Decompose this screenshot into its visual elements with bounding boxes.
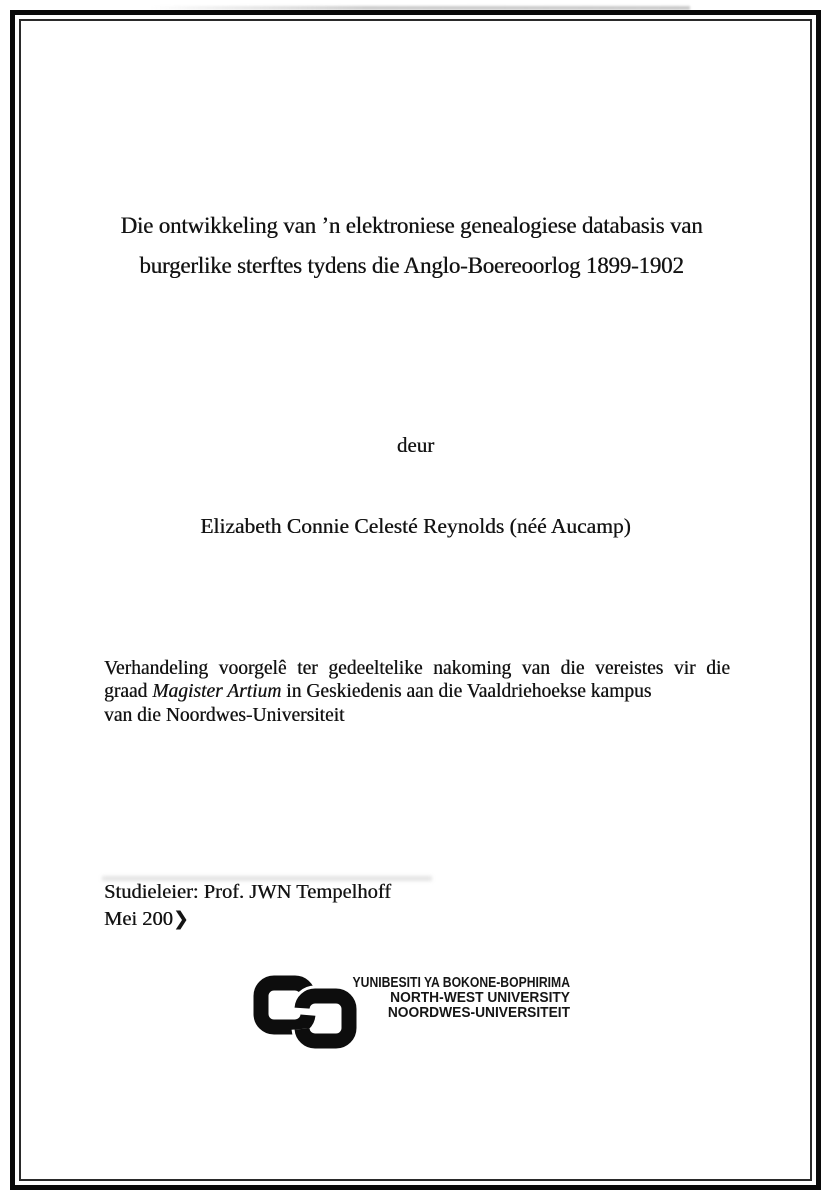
supervisor-line: Studieleier: Prof. JWN Tempelhoff: [104, 881, 392, 903]
date-final-digit-glyph: ❯: [172, 907, 188, 930]
date-line: [104, 906, 391, 933]
byline-preposition: deur: [396, 433, 435, 457]
logo-line-english: NORTH-WEST UNIVERSITY: [390, 989, 570, 1006]
thesis-title: [0, 206, 823, 286]
degree-name-italic: Magister Artium: [152, 681, 282, 703]
supervisor-and-date: [104, 879, 391, 932]
degree-statement-line1: Verhandeling voorgelê ter gedeeltelike nakoming van die vereistes vir die: [104, 658, 730, 679]
author-name: Elizabeth Connie Celesté Reynolds (néé Aucamp): [200, 514, 631, 538]
scan-artifact: [150, 6, 690, 10]
date-text: Mei 200: [104, 907, 173, 930]
thesis-title-line1: Die ontwikkeling van ’n elektroniese genealogiese databasis van: [120, 213, 703, 238]
degree-statement: [104, 657, 730, 727]
degree-statement-line3: van die Noordwes-Universiteit: [104, 704, 345, 726]
logo-wordmark: [310, 976, 570, 1021]
degree-statement-line2-prefix: graad: [104, 681, 153, 703]
thesis-title-line2: burgerlike sterftes tydens die Anglo-Boereoorlog 1899-1902: [139, 253, 684, 278]
logo-line-afrikaans: NOORDWES-UNIVERSITEIT: [387, 1004, 570, 1021]
degree-statement-line2: [104, 680, 730, 703]
degree-statement-line2-suffix: in Geskiedenis aan die Vaaldriehoekse kampus: [281, 681, 652, 703]
logo-line-setswana: YUNIBESITI YA BOKONE-BOPHIRIMA: [352, 975, 570, 991]
university-logo: [253, 975, 583, 1053]
